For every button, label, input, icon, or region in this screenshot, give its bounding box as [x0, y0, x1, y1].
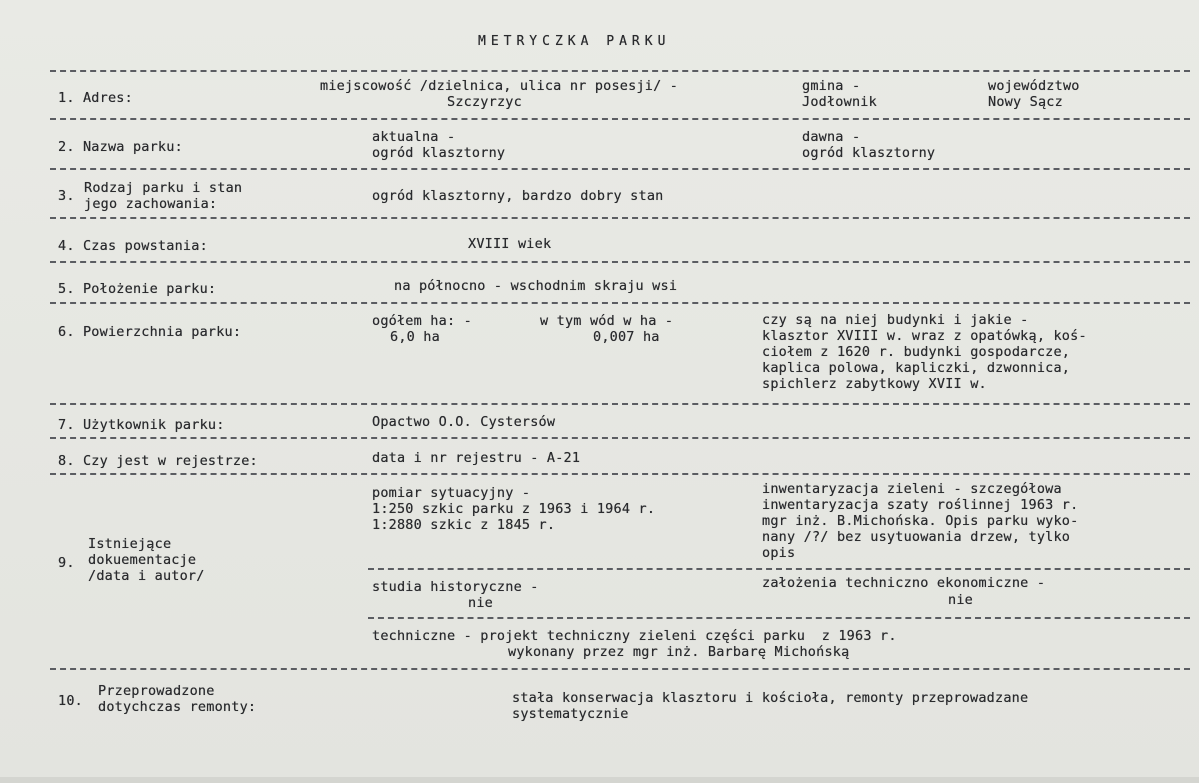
- divider: [50, 217, 1190, 219]
- renovations-number: 10.: [58, 693, 83, 709]
- historical-studies-header: studia historyczne -: [372, 579, 539, 595]
- divider: [50, 403, 1190, 405]
- inventory-line: nany /?/ bez usytuowania drzew, tylko: [762, 529, 1071, 545]
- area-label: 6. Powierzchnia parku:: [58, 324, 242, 340]
- tech-economic-value: nie: [948, 592, 973, 608]
- renovations-value-line2: systematycznie: [512, 706, 629, 722]
- gmina-header: gmina -: [802, 78, 861, 94]
- total-area-value: 6,0 ha: [390, 329, 440, 345]
- location-value: na północno - wschodnim skraju wsi: [394, 278, 678, 294]
- creation-time-label: 4. Czas powstania:: [58, 238, 208, 254]
- technical-docs-line2: wykonany przez mgr inż. Barbarę Michońską: [508, 644, 850, 660]
- park-type-value: ogród klasztorny, bardzo dobry stan: [372, 188, 664, 204]
- water-area-header: w tym wód w ha -: [540, 313, 674, 329]
- divider: [50, 302, 1190, 304]
- inventory-line: mgr inż. B.Michońska. Opis parku wyko-: [762, 513, 1079, 529]
- survey-line: 1:2880 szkic z 1845 r.: [372, 517, 556, 533]
- survey-line: 1:250 szkic parku z 1963 i 1964 r.: [372, 501, 656, 517]
- current-name-header: aktualna -: [372, 129, 456, 145]
- total-area-header: ogółem ha: -: [372, 313, 472, 329]
- historical-studies-value: nie: [468, 595, 493, 611]
- divider: [50, 473, 1190, 475]
- gmina-value: Jodłownik: [802, 94, 877, 110]
- register-value: data i nr rejestru - A-21: [372, 450, 581, 466]
- divider: [50, 168, 1190, 170]
- divider: [50, 437, 1190, 439]
- buildings-line: klasztor XVIII w. wraz z opatówką, koś-: [762, 328, 1087, 344]
- divider: [50, 118, 1190, 120]
- former-name-value: ogród klasztorny: [802, 145, 936, 161]
- voivodeship-header: województwo: [988, 78, 1080, 94]
- document-title: METRYCZKA PARKU: [478, 34, 671, 49]
- locality-value: Szczyrzyc: [447, 94, 522, 110]
- buildings-line: spichlerz zabytkowy XVII w.: [762, 376, 987, 392]
- water-area-value: 0,007 ha: [593, 329, 660, 345]
- park-name-label: 2. Nazwa parku:: [58, 139, 183, 155]
- address-label: 1. Adres:: [58, 90, 133, 106]
- inventory-line: opis: [762, 545, 796, 561]
- buildings-line: czy są na niej budynki i jakie -: [762, 312, 1029, 328]
- user-label: 7. Użytkownik parku:: [58, 417, 225, 433]
- buildings-line: kaplica polowa, kapliczki, dzwonnica,: [762, 360, 1071, 376]
- voivodeship-value: Nowy Sącz: [988, 94, 1063, 110]
- inventory-line: inwentaryzacja zieleni - szczegółowa: [762, 481, 1062, 497]
- renovations-value-line1: stała konserwacja klasztoru i kościoła, remonty przeprowadzane: [512, 690, 1029, 706]
- current-name-value: ogród klasztorny: [372, 145, 506, 161]
- creation-time-value: XVIII wiek: [468, 236, 552, 252]
- tech-economic-header: założenia techniczno ekonomiczne -: [762, 575, 1046, 591]
- divider: [50, 261, 1190, 263]
- location-label: 5. Położenie parku:: [58, 281, 217, 297]
- survey-line: pomiar sytuacyjny -: [372, 485, 531, 501]
- park-type-number: 3.: [58, 188, 75, 204]
- park-type-label-line1: Rodzaj parku i stan: [84, 180, 243, 196]
- buildings-line: ciołem z 1620 r. budynki gospodarcze,: [762, 344, 1071, 360]
- former-name-header: dawna -: [802, 129, 861, 145]
- renovations-label-line2: dotychczas remonty:: [98, 699, 257, 715]
- divider: [50, 70, 1190, 72]
- technical-docs-line1: techniczne - projekt techniczny zieleni części parku z 1963 r.: [372, 628, 897, 644]
- locality-header: miejscowość /dzielnica, ulica nr posesji/ -: [320, 78, 679, 94]
- inventory-line: inwentaryzacja szaty roślinnej 1963 r.: [762, 497, 1079, 513]
- renovations-label-line1: Przeprowadzone: [98, 683, 215, 699]
- documentation-label-line: /data i autor/: [88, 568, 205, 584]
- documentation-label-line: dokuementacje: [88, 552, 197, 568]
- divider: [368, 617, 1190, 619]
- user-value: Opactwo O.O. Cystersów: [372, 414, 556, 430]
- documentation-label-line: Istniejące: [88, 536, 172, 552]
- park-type-label-line2: jego zachowania:: [84, 196, 218, 212]
- divider: [368, 568, 1190, 570]
- register-label: 8. Czy jest w rejestrze:: [58, 453, 258, 469]
- documentation-number: 9.: [58, 555, 75, 571]
- divider: [50, 668, 1190, 670]
